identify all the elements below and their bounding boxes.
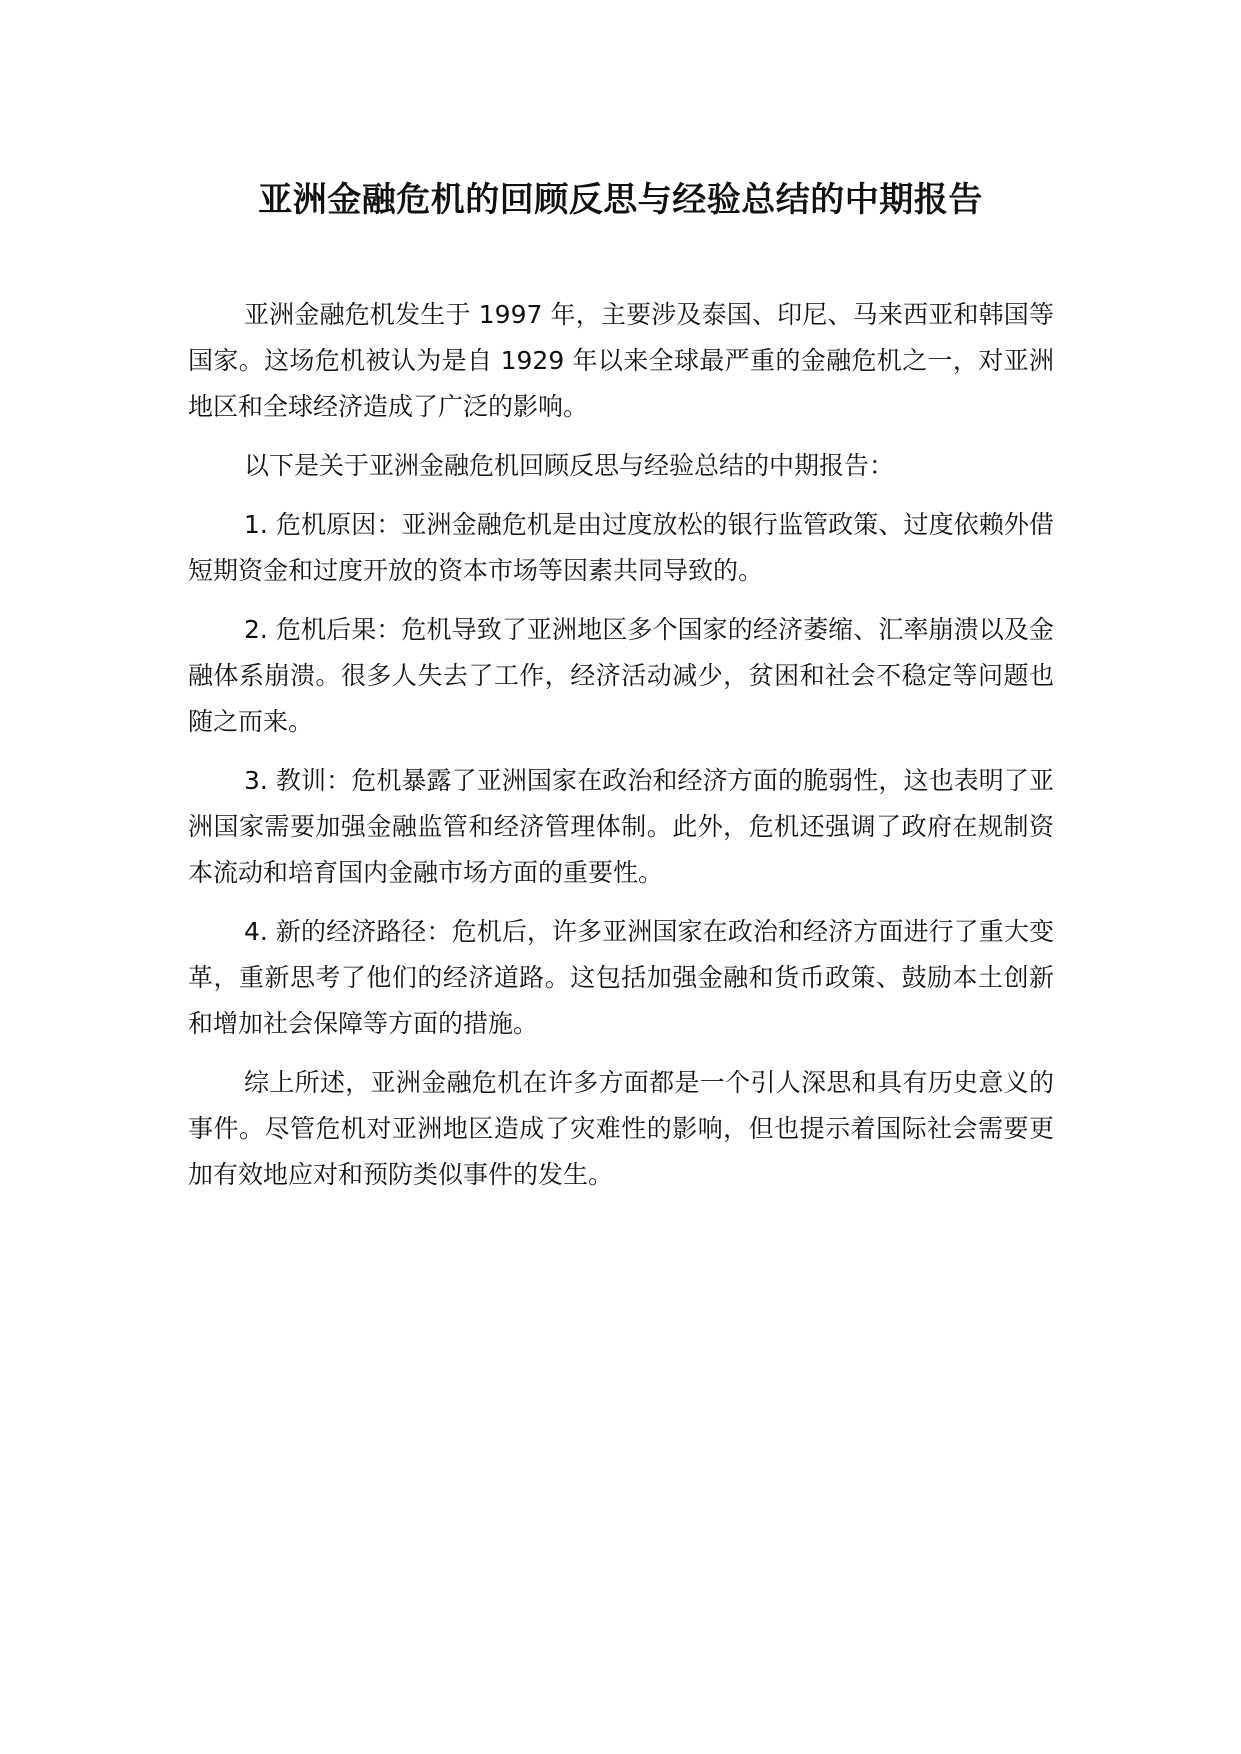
paragraph-point-causes: 1. 危机原因：亚洲金融危机是由过度放松的银行监管政策、过度依赖外借短期资金和过度开放的资本市场等因素共同导致的。 xyxy=(188,510,1054,585)
paragraph-point-new-path: 4. 新的经济路径：危机后，许多亚洲国家在政治和经济方面进行了重大变革，重新思考了他们的经济道路。这包括加强金融和货币政策、鼓励本土创新和增加社会保障等方面的措施。 xyxy=(188,917,1054,1038)
paragraph-intro: 亚洲金融危机发生于 1997 年，主要涉及泰国、印尼、马来西亚和韩国等国家。这场危机被认为是自 1929 年以来全球最严重的金融危机之一，对亚洲地区和全球经济造成了广泛的影响。 xyxy=(188,300,1054,421)
document-title: 亚洲金融危机的回顾反思与经验总结的中期报告 xyxy=(258,180,983,220)
paragraph-point-lessons: 3. 教训：危机暴露了亚洲国家在政治和经济方面的脆弱性，这也表明了亚洲国家需要加强金融监管和经济管理体制。此外，危机还强调了政府在规制资本流动和培育国内金融市场方面的重要性。 xyxy=(188,766,1054,887)
document-body xyxy=(188,292,1054,1211)
paragraph-conclusion: 综上所述，亚洲金融危机在许多方面都是一个引人深思和具有历史意义的事件。尽管危机对亚洲地区造成了灾难性的影响，但也提示着国际社会需要更加有效地应对和预防类似事件的发生。 xyxy=(188,1068,1054,1189)
paragraph-point-consequences: 2. 危机后果：危机导致了亚洲地区多个国家的经济萎缩、汇率崩溃以及金融体系崩溃。很多人失去了工作，经济活动减少，贫困和社会不稳定等问题也随之而来。 xyxy=(188,615,1054,736)
paragraph-report-lead: 以下是关于亚洲金融危机回顾反思与经验总结的中期报告： xyxy=(244,451,895,480)
